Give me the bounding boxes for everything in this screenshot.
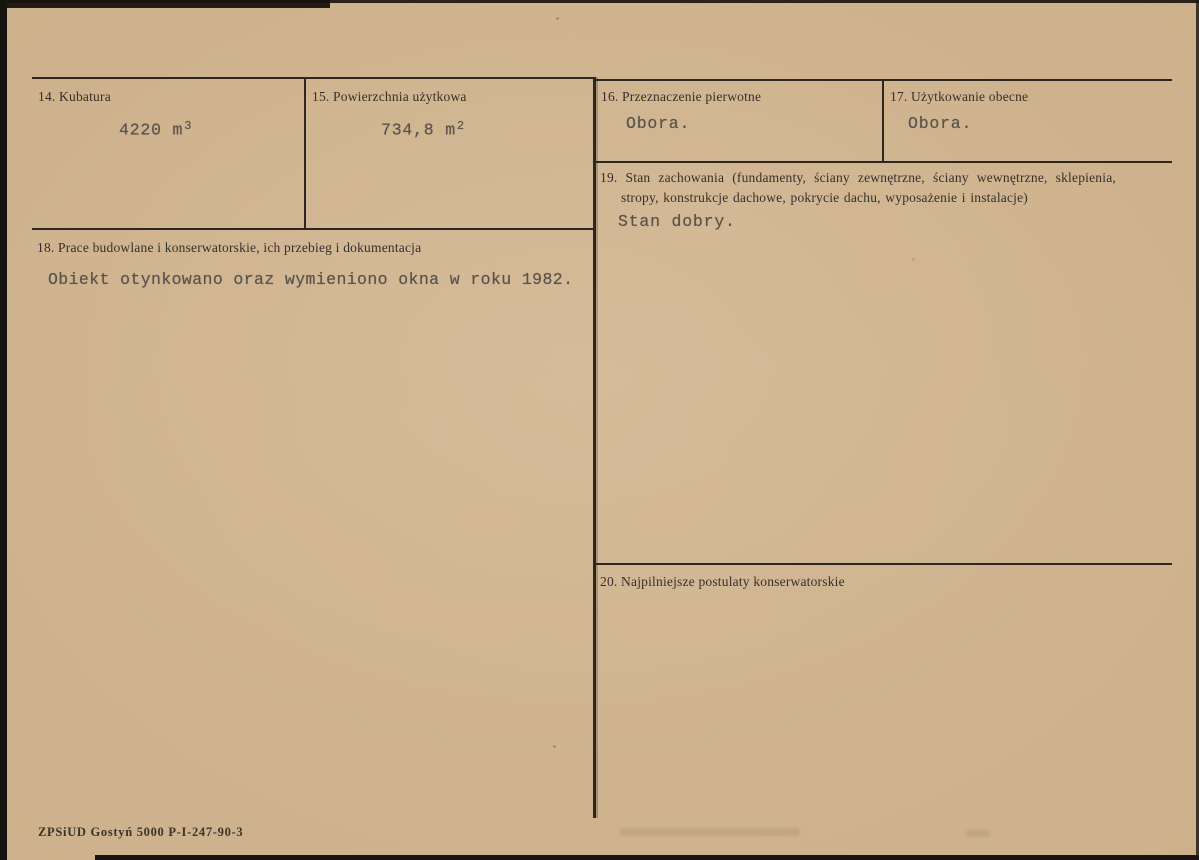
field-15-value — [381, 118, 463, 140]
rule-under-16-17 — [595, 161, 1172, 163]
rule-top-left — [32, 77, 595, 79]
scan-smudge — [620, 828, 800, 836]
rule-center-vertical — [593, 77, 596, 818]
rule-divider-14-15 — [304, 78, 306, 229]
field-14-value-base: 4220 m — [119, 120, 184, 140]
field-16-value: Obora. — [626, 114, 691, 133]
field-14-value — [119, 118, 190, 140]
field-19-label-line2: stropy, konstrukcje dachowe, pokrycie dachu, wyposażenie i instalacje) — [621, 189, 1028, 205]
rule-under-14-15 — [32, 228, 595, 230]
field-14-label: 14. Kubatura — [38, 89, 111, 104]
field-16-label: 16. Przeznaczenie pierwotne — [601, 89, 762, 104]
field-19-value: Stan dobry. — [618, 212, 736, 231]
field-20-label: 20. Najpilniejsze postulaty konserwatorskie — [600, 574, 845, 589]
scan-speck — [553, 745, 556, 748]
field-18-value: Obiekt otynkowano oraz wymieniono okna w roku 1982. — [48, 270, 574, 289]
scan-speck — [556, 17, 559, 20]
scan-speck — [912, 258, 915, 261]
field-19-label-line1: 19. Stan zachowania (fundamenty, ściany zewnętrzne, ściany wewnętrzne, sklepienia, — [600, 170, 1116, 185]
scan-smudge — [965, 830, 990, 837]
field-18-label: 18. Prace budowlane i konserwatorskie, ich przebieg i dokumentacja — [37, 240, 422, 255]
printer-imprint: ZPSiUD Gostyń 5000 P-I-247-90-3 — [38, 825, 244, 839]
field-19-label — [600, 168, 1120, 207]
rule-divider-16-17 — [882, 80, 884, 162]
field-15-value-base: 734,8 m — [381, 120, 456, 140]
field-14-exponent: 3 — [184, 119, 192, 133]
rule-above-20 — [595, 563, 1172, 565]
scan-edge-bottom — [95, 855, 1199, 860]
scan-edge-left — [0, 0, 7, 860]
field-15-exponent: 2 — [456, 119, 465, 133]
field-15-label: 15. Powierzchnia użytkowa — [312, 89, 467, 104]
field-17-label: 17. Użytkowanie obecne — [890, 89, 1029, 104]
scan-edge-top-left — [0, 0, 330, 8]
field-17-value: Obora. — [908, 114, 973, 133]
